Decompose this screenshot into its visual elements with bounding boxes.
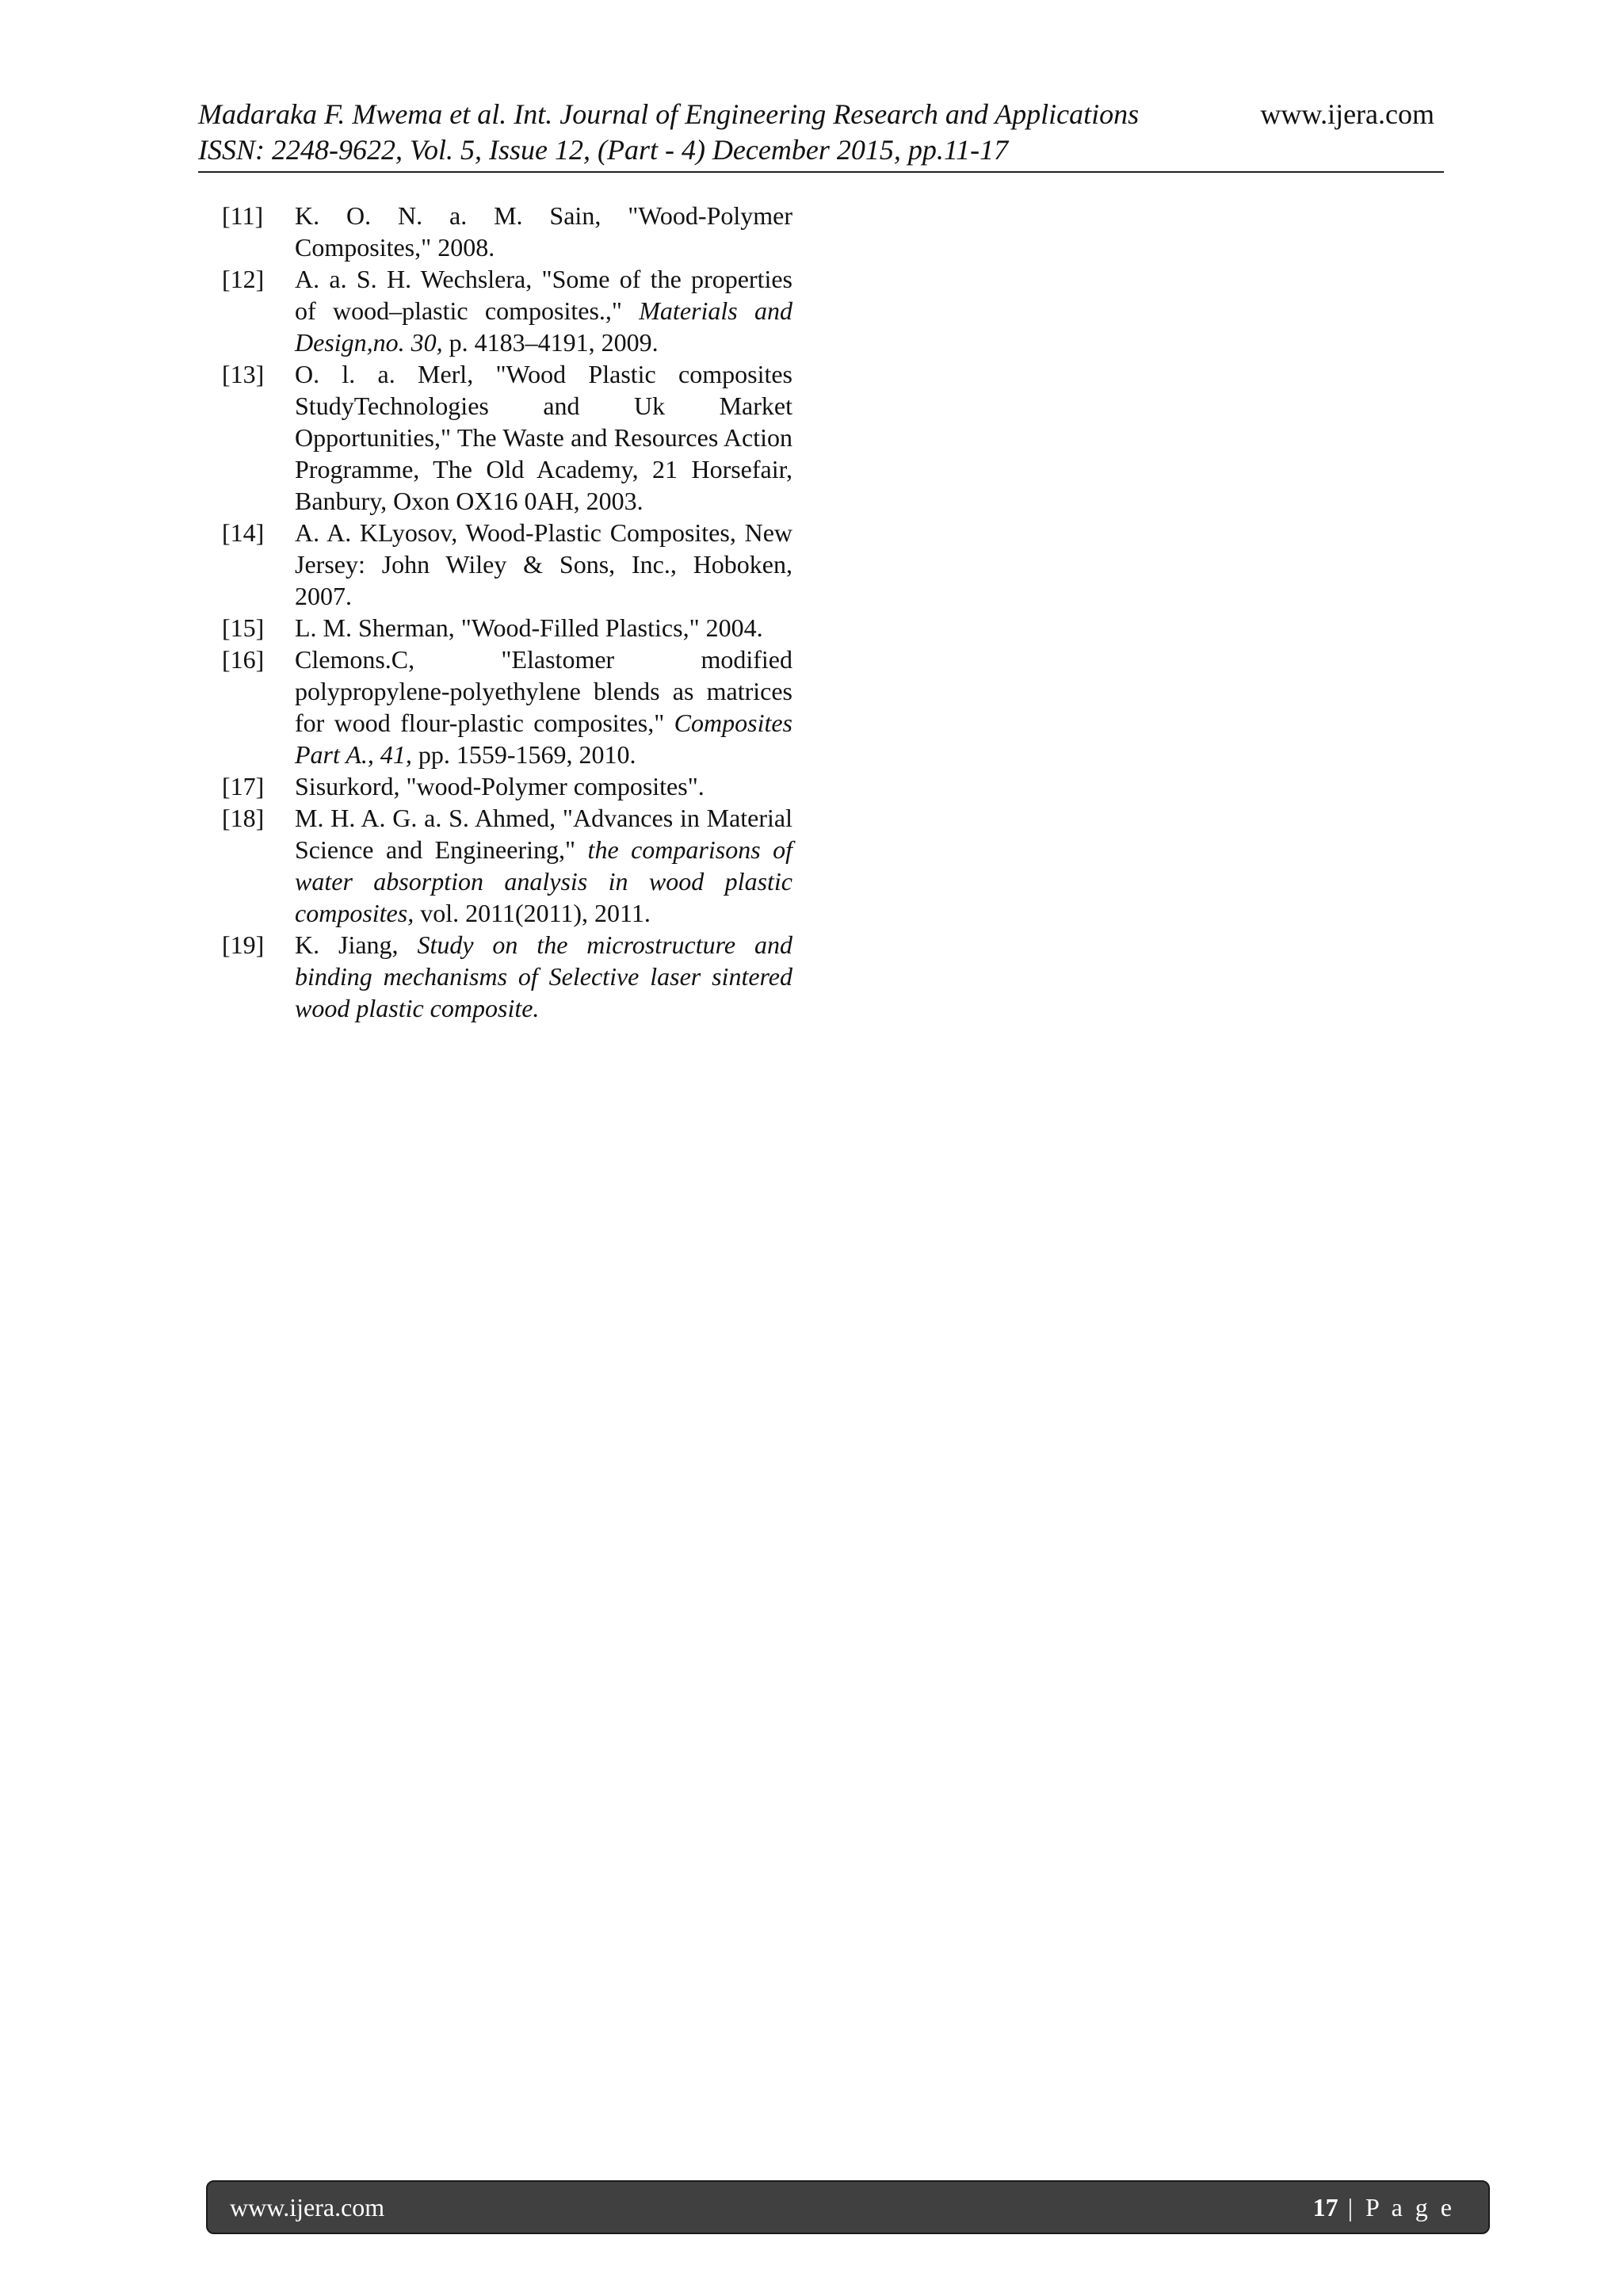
reference-text (295, 200, 792, 263)
footer-website: www.ijera.com (230, 2192, 385, 2222)
reference-item (222, 802, 792, 929)
reference-number: [19] (222, 930, 265, 959)
journal-website: www.ijera.com (1260, 98, 1434, 130)
reference-segment: K. Jiang, (295, 930, 418, 959)
reference-italic-segment: Composites Part A., 41, (295, 709, 792, 769)
header-divider (198, 171, 1444, 173)
reference-segment: O. l. a. Merl, "Wood Plastic composites StudyTechnologies and Uk Market Opportunities," The Waste and Resources Action Programme, The Old Academy, 21 Horsefair, Banbury, Oxon OX16 0AH, 2003. (295, 360, 792, 515)
reference-number: [18] (222, 804, 265, 832)
reference-item (222, 644, 792, 770)
reference-number: [16] (222, 645, 265, 674)
reference-text (295, 612, 792, 644)
reference-segment: A. a. S. H. Wechslera, "Some of the properties of wood–plastic composites.," (295, 265, 792, 325)
issn-line: ISSN: 2248-9622, Vol. 5, Issue 12, (Part - 4) December 2015, pp.11-17 (198, 134, 1009, 166)
page-indicator (1313, 2193, 1455, 2222)
reference-number: [13] (222, 360, 265, 388)
running-header (198, 97, 1434, 168)
reference-list (222, 200, 792, 1024)
reference-segment: K. O. N. a. M. Sain, "Wood-Polymer Composites," 2008. (295, 201, 792, 262)
reference-text (295, 644, 792, 770)
reference-segment: A. A. KLyosov, Wood-Plastic Composites, New Jersey: John Wiley & Sons, Inc., Hoboken, 2007. (295, 518, 792, 610)
reference-italic-segment: Study on the microstructure and binding mechanisms of Selective laser sintered wood plastic composite. (295, 930, 793, 1022)
page-label: | P a g e (1347, 2192, 1455, 2222)
reference-text (295, 802, 792, 929)
journal-citation: Madaraka F. Mwema et al. Int. Journal of Engineering Research and Applications (198, 98, 1140, 130)
reference-text (295, 770, 792, 802)
header-line-1 (198, 97, 1434, 132)
reference-number: [12] (222, 265, 265, 293)
reference-text (295, 358, 792, 517)
reference-segment: p. 4183–4191, 2009. (442, 328, 659, 357)
reference-item (222, 929, 792, 1024)
reference-item (222, 263, 792, 358)
reference-segment: vol. 2011(2011), 2011. (414, 899, 651, 927)
reference-item (222, 517, 792, 612)
reference-segment: L. M. Sherman, "Wood-Filled Plastics," 2004. (295, 613, 763, 642)
reference-number: [14] (222, 518, 265, 547)
reference-text (295, 517, 792, 612)
reference-item (222, 612, 792, 644)
reference-text (295, 263, 792, 358)
reference-italic-segment: Materials and Design,no. 30, (295, 296, 793, 357)
reference-number: [15] (222, 613, 265, 642)
reference-segment: pp. 1559-1569, 2010. (411, 740, 636, 769)
reference-item (222, 200, 792, 263)
reference-text (295, 929, 792, 1024)
header-line-2 (198, 132, 1434, 168)
reference-italic-segment: the comparisons of water absorption analysis in wood plastic composites, (295, 835, 793, 927)
reference-segment: Clemons.C, "Elastomer modified polypropylene-polyethylene blends as matrices for wood flour-plastic composites," (295, 645, 792, 737)
reference-item (222, 770, 792, 802)
reference-item (222, 358, 792, 517)
page-number: 17 (1312, 2192, 1338, 2222)
reference-number: [11] (222, 201, 264, 230)
reference-segment: M. H. A. G. a. S. Ahmed, "Advances in Material Science and Engineering," (295, 804, 792, 864)
reference-segment: Sisurkord, "wood-Polymer composites". (295, 772, 705, 800)
page-footer (206, 2180, 1490, 2234)
reference-number: [17] (222, 772, 265, 800)
